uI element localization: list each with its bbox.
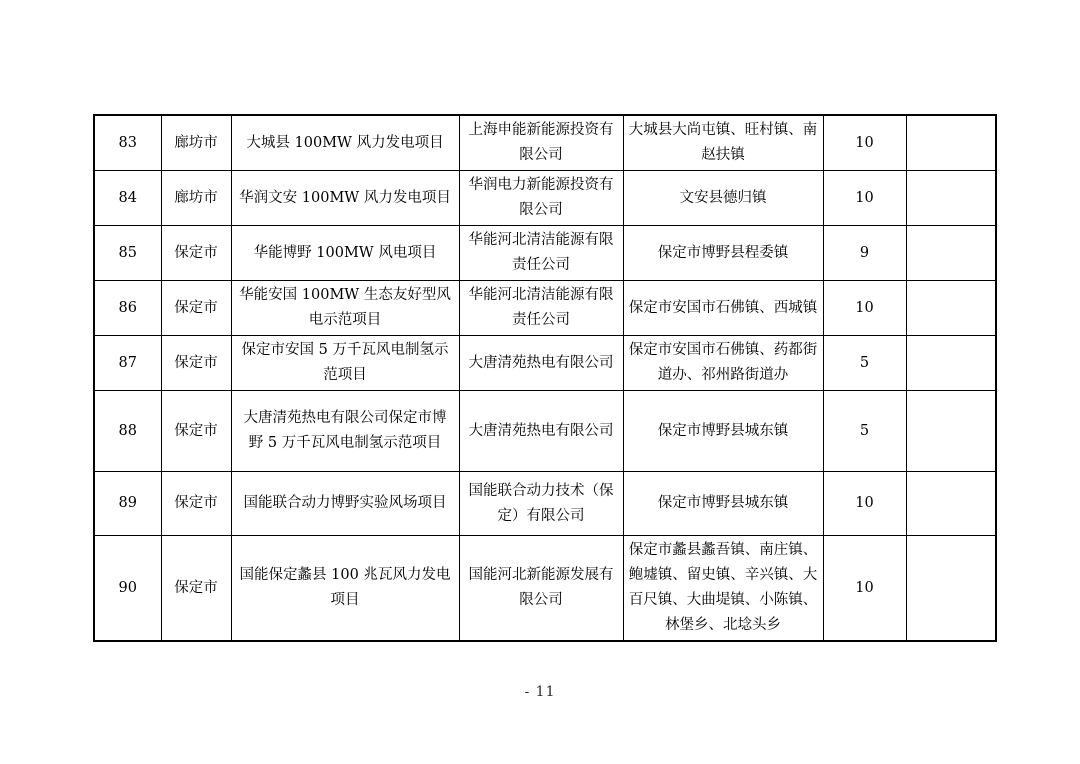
cell-value: 10 xyxy=(823,115,906,171)
cell-company: 国能河北新能源发展有限公司 xyxy=(459,536,623,642)
cell-project: 华能博野 100MW 风电项目 xyxy=(231,226,459,281)
cell-city: 保定市 xyxy=(161,536,231,642)
cell-remark xyxy=(906,391,996,472)
cell-remark xyxy=(906,472,996,536)
cell-value: 10 xyxy=(823,281,906,336)
table-row xyxy=(94,281,996,336)
cell-project: 大城县 100MW 风力发电项目 xyxy=(231,115,459,171)
cell-value: 9 xyxy=(823,226,906,281)
cell-value: 5 xyxy=(823,391,906,472)
cell-value: 5 xyxy=(823,336,906,391)
cell-company: 大唐清苑热电有限公司 xyxy=(459,391,623,472)
cell-value: 10 xyxy=(823,472,906,536)
cell-company: 国能联合动力技术（保定）有限公司 xyxy=(459,472,623,536)
cell-index: 86 xyxy=(94,281,161,336)
cell-location: 大城县大尚屯镇、旺村镇、南赵扶镇 xyxy=(623,115,823,171)
cell-index: 89 xyxy=(94,472,161,536)
cell-location: 文安县德归镇 xyxy=(623,171,823,226)
cell-project: 华润文安 100MW 风力发电项目 xyxy=(231,171,459,226)
cell-location: 保定市博野县城东镇 xyxy=(623,472,823,536)
cell-location: 保定市安国市石佛镇、药都街道办、祁州路街道办 xyxy=(623,336,823,391)
cell-location: 保定市博野县城东镇 xyxy=(623,391,823,472)
cell-city: 廊坊市 xyxy=(161,171,231,226)
cell-project: 大唐清苑热电有限公司保定市博野 5 万千瓦风电制氢示范项目 xyxy=(231,391,459,472)
cell-location: 保定市蠡县蠡吾镇、南庄镇、鲍墟镇、留史镇、辛兴镇、大百尺镇、大曲堤镇、小陈镇、林堡乡、北埝头乡 xyxy=(623,536,823,642)
cell-index: 90 xyxy=(94,536,161,642)
cell-index: 85 xyxy=(94,226,161,281)
table-row xyxy=(94,536,996,642)
cell-company: 华能河北清洁能源有限责任公司 xyxy=(459,281,623,336)
cell-city: 保定市 xyxy=(161,391,231,472)
cell-project: 华能安国 100MW 生态友好型风电示范项目 xyxy=(231,281,459,336)
cell-location: 保定市安国市石佛镇、西城镇 xyxy=(623,281,823,336)
cell-index: 88 xyxy=(94,391,161,472)
cell-index: 87 xyxy=(94,336,161,391)
cell-city: 保定市 xyxy=(161,281,231,336)
cell-location: 保定市博野县程委镇 xyxy=(623,226,823,281)
cell-remark xyxy=(906,281,996,336)
table-row xyxy=(94,115,996,171)
table-row xyxy=(94,472,996,536)
table-row xyxy=(94,336,996,391)
cell-project: 保定市安国 5 万千瓦风电制氢示范项目 xyxy=(231,336,459,391)
cell-remark xyxy=(906,336,996,391)
cell-value: 10 xyxy=(823,171,906,226)
cell-remark xyxy=(906,115,996,171)
cell-city: 廊坊市 xyxy=(161,115,231,171)
cell-company: 大唐清苑热电有限公司 xyxy=(459,336,623,391)
cell-remark xyxy=(906,536,996,642)
cell-index: 83 xyxy=(94,115,161,171)
cell-company: 华润电力新能源投资有限公司 xyxy=(459,171,623,226)
cell-city: 保定市 xyxy=(161,472,231,536)
cell-remark xyxy=(906,226,996,281)
page-number: - 11 xyxy=(524,684,556,700)
table-row xyxy=(94,171,996,226)
cell-project: 国能联合动力博野实验风场项目 xyxy=(231,472,459,536)
cell-city: 保定市 xyxy=(161,336,231,391)
cell-company: 上海申能新能源投资有限公司 xyxy=(459,115,623,171)
table-row xyxy=(94,391,996,472)
wind-projects-table xyxy=(93,114,997,642)
cell-value: 10 xyxy=(823,536,906,642)
cell-company: 华能河北清洁能源有限责任公司 xyxy=(459,226,623,281)
cell-index: 84 xyxy=(94,171,161,226)
cell-project: 国能保定蠡县 100 兆瓦风力发电项目 xyxy=(231,536,459,642)
cell-city: 保定市 xyxy=(161,226,231,281)
cell-remark xyxy=(906,171,996,226)
table-row xyxy=(94,226,996,281)
